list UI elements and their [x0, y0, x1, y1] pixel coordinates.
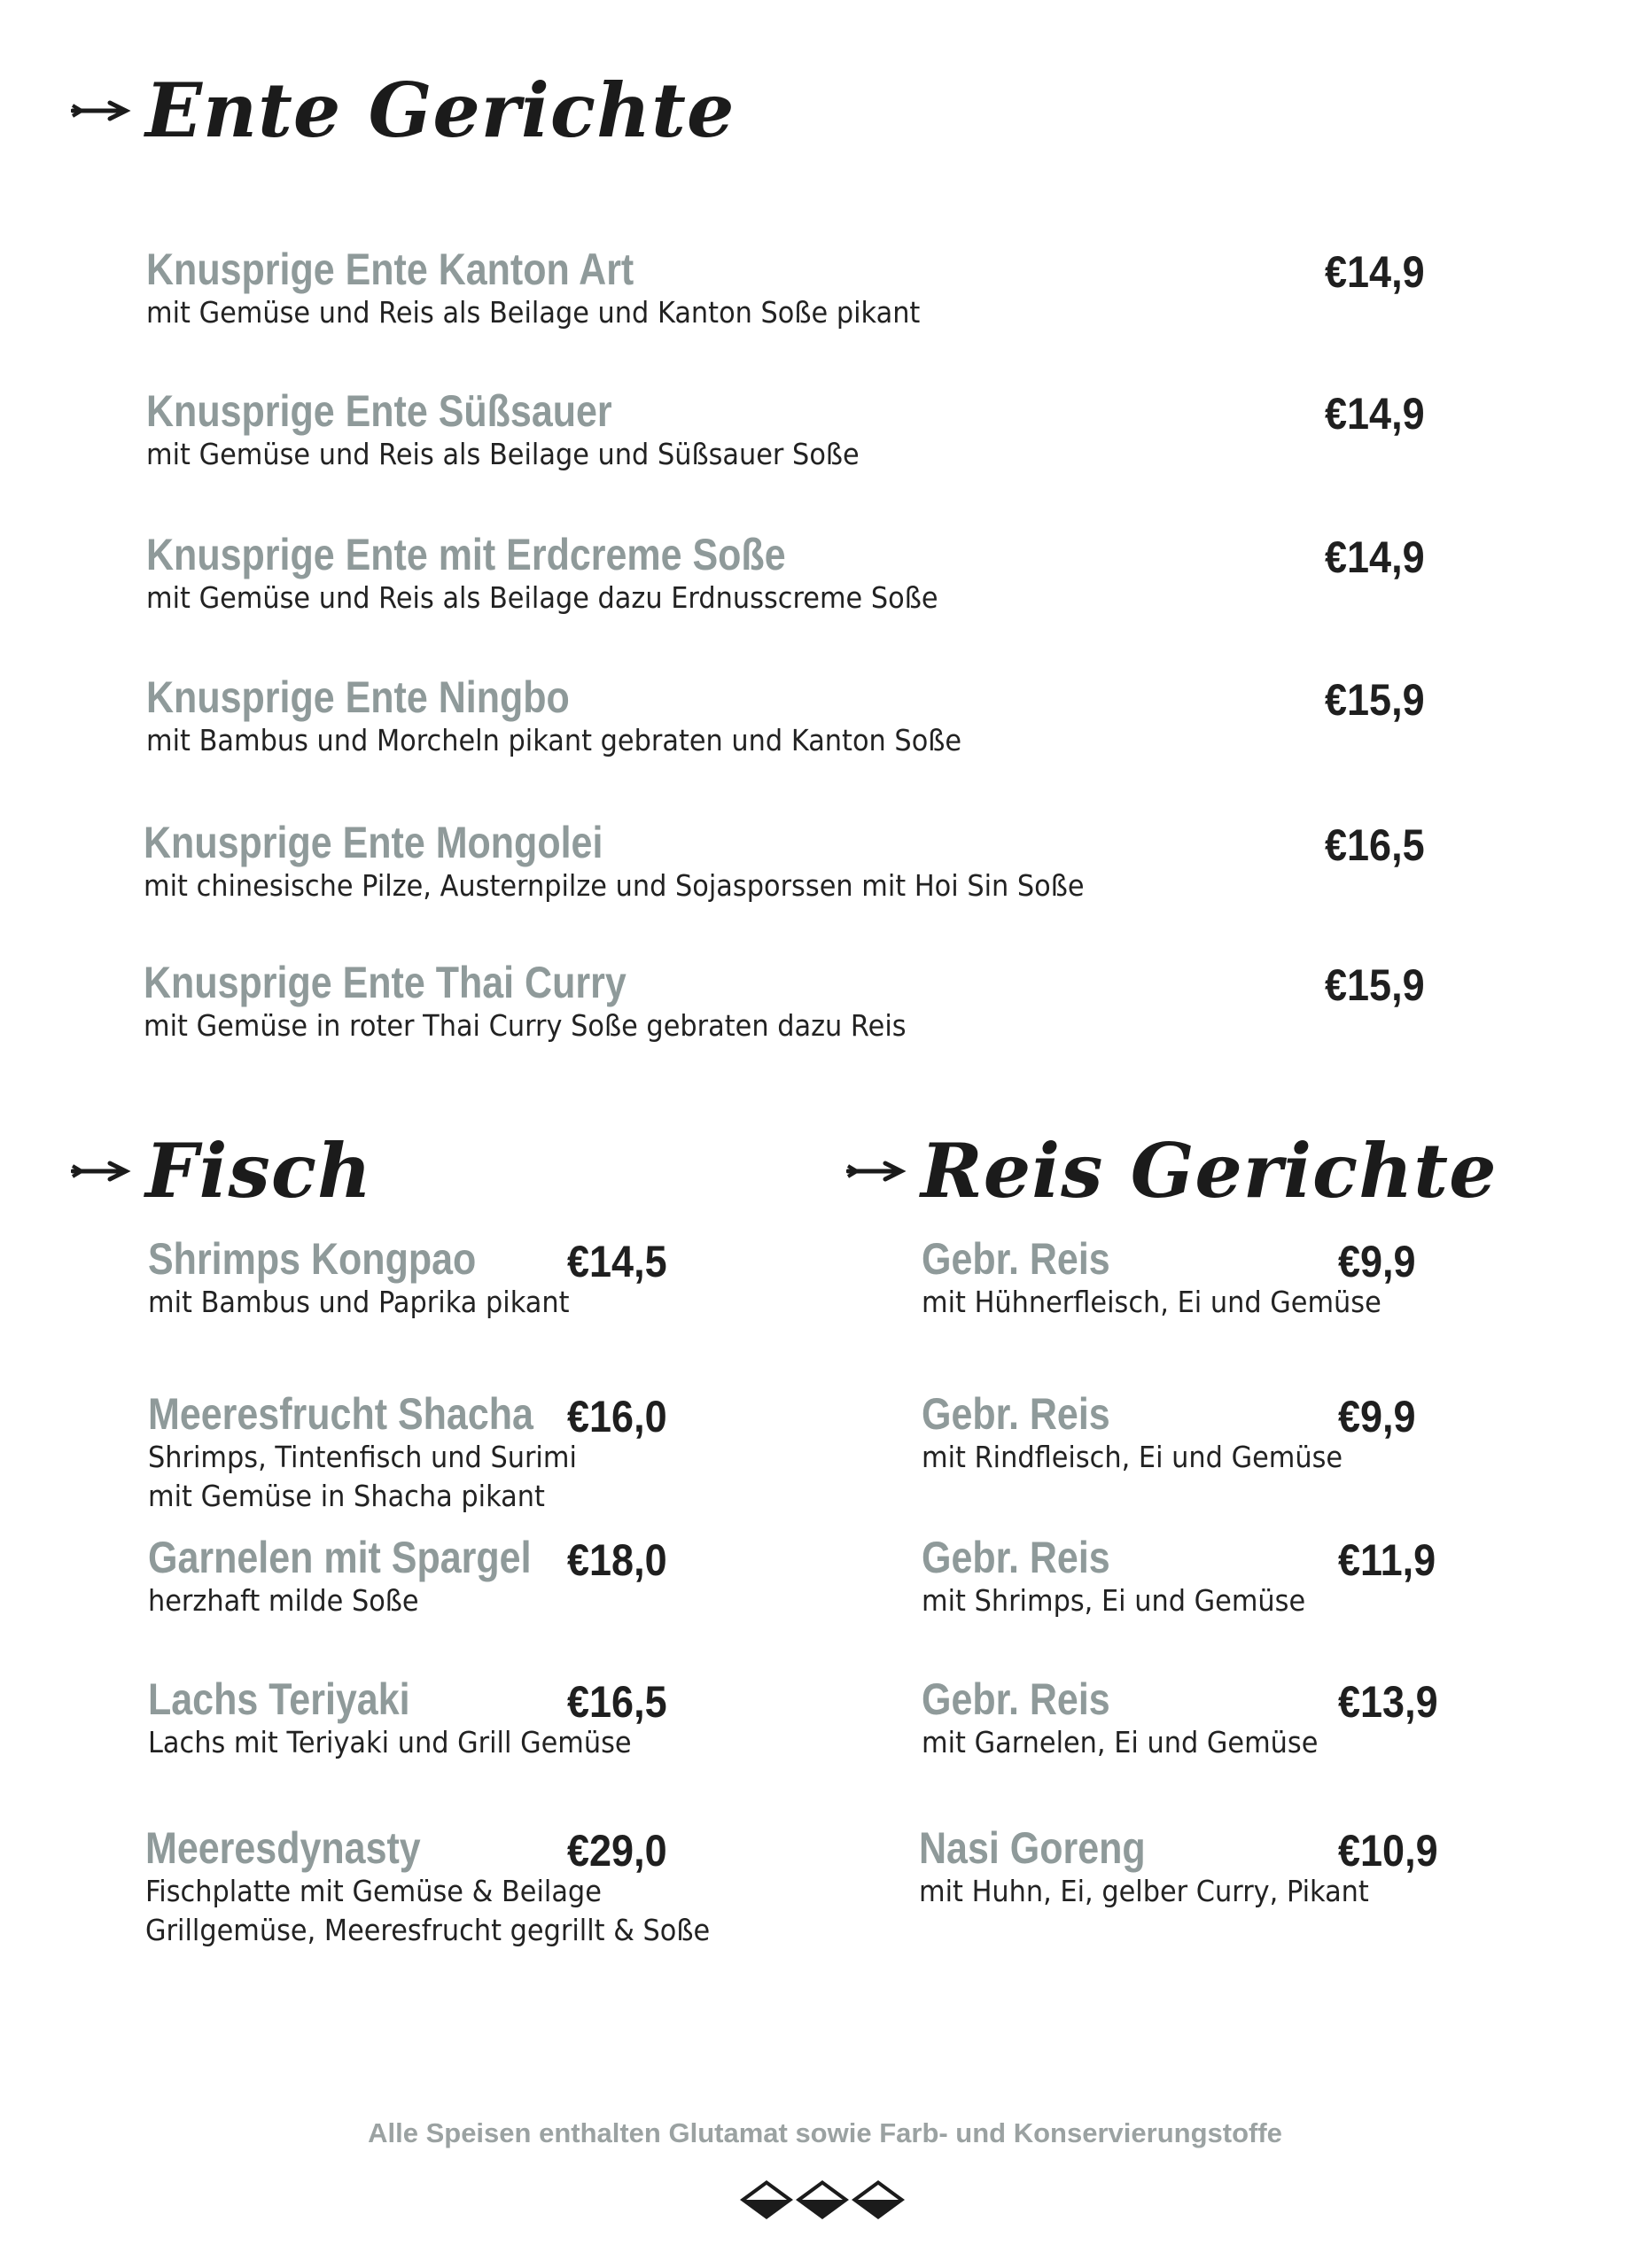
- item-price: €18,0: [567, 1535, 667, 1585]
- item-description: mit Gemüse und Reis als Beilage und Süßsauer Soße: [146, 436, 860, 471]
- reis-title: Reis Gerichte: [921, 1127, 1498, 1215]
- item-description: mit Bambus und Paprika pikant: [148, 1284, 570, 1319]
- item-name: Knusprige Ente Kanton Art: [146, 245, 634, 294]
- item-name: Shrimps Kongpao: [148, 1234, 477, 1284]
- item-description-line2: Grillgemüse, Meeresfrucht gegrillt & Soße: [145, 1913, 711, 1948]
- item-description: mit Gemüse und Reis als Beilage und Kanton Soße pikant: [146, 294, 921, 330]
- menu-item: [922, 1534, 1339, 1620]
- item-name: Meeresdynasty: [145, 1823, 421, 1873]
- item-description: mit Rindfleisch, Ei und Gemüse: [922, 1439, 1343, 1474]
- item-price: €11,9: [1338, 1535, 1436, 1585]
- item-description: mit Gemüse in roter Thai Curry Soße gebraten dazu Reis: [144, 1007, 907, 1043]
- item-description: mit Bambus und Morcheln pikant gebraten und Kanton Soße: [146, 722, 962, 757]
- item-price: €15,9: [1325, 960, 1425, 1010]
- fisch-title: Fisch: [145, 1127, 373, 1215]
- item-name: Knusprige Ente Süßsauer: [146, 386, 612, 436]
- menu-item: [146, 388, 922, 474]
- arrow-icon: [846, 1158, 908, 1184]
- diamond-ornament-icon: [735, 2175, 913, 2228]
- item-name: Lachs Teriyaki: [148, 1674, 410, 1724]
- menu-item: [919, 1825, 1408, 1911]
- item-description: mit Huhn, Ei, gelber Curry, Pikant: [919, 1873, 1369, 1908]
- item-price: €14,5: [567, 1237, 667, 1286]
- item-description: Lachs mit Teriyaki und Grill Gemüse: [148, 1724, 632, 1759]
- item-name: Knusprige Ente Ningbo: [146, 672, 570, 722]
- menu-item: [148, 1236, 606, 1322]
- item-price: €9,9: [1338, 1392, 1416, 1441]
- footer-note: Alle Speisen enthalten Glutamat sowie Farb- und Konservierungstoffe: [368, 2117, 1282, 2148]
- menu-item: [146, 532, 1007, 617]
- menu-item: [922, 1676, 1352, 1762]
- menu-item: [146, 246, 987, 332]
- item-price: €14,9: [1325, 247, 1425, 297]
- item-name: Gebr. Reis: [922, 1234, 1110, 1284]
- menu-item: [148, 1534, 594, 1620]
- item-description-line2: mit Gemüse in Shacha pikant: [148, 1479, 545, 1514]
- item-name: Gebr. Reis: [922, 1533, 1110, 1582]
- item-price: €16,5: [1325, 820, 1425, 870]
- item-name: Garnelen mit Spargel: [148, 1533, 532, 1582]
- item-description: Fischplatte mit Gemüse & Beilage: [145, 1873, 602, 1908]
- item-price: €13,9: [1338, 1677, 1438, 1727]
- item-description: Shrimps, Tintenfisch und Surimi: [148, 1439, 577, 1474]
- arrow-icon: [71, 1158, 133, 1184]
- menu-item: [144, 819, 1166, 905]
- item-price: €29,0: [567, 1826, 667, 1876]
- menu-item: [148, 1391, 614, 1517]
- item-description: mit chinesische Pilze, Austernpilze und Sojasporssen mit Hoi Sin Soße: [144, 867, 1085, 903]
- item-name: Knusprige Ente mit Erdcreme Soße: [146, 530, 786, 579]
- item-name: Gebr. Reis: [922, 1674, 1110, 1724]
- item-price: €14,9: [1325, 389, 1425, 439]
- item-description: mit Garnelen, Ei und Gemüse: [922, 1724, 1319, 1759]
- fisch-section-title: [71, 1127, 372, 1215]
- menu-item: [146, 674, 1032, 760]
- item-description: herzhaft milde Soße: [148, 1582, 419, 1618]
- ente-section-title: [71, 66, 735, 154]
- menu-item: [145, 1825, 759, 1951]
- item-name: Meeresfrucht Shacha: [148, 1389, 533, 1439]
- item-price: €10,9: [1338, 1826, 1438, 1876]
- item-price: €16,5: [567, 1677, 667, 1727]
- item-description: mit Shrimps, Ei und Gemüse: [922, 1582, 1306, 1618]
- item-price: €9,9: [1338, 1237, 1416, 1286]
- item-description: mit Hühnerfleisch, Ei und Gemüse: [922, 1284, 1381, 1319]
- item-price: €16,0: [567, 1392, 667, 1441]
- ente-title: Ente Gerichte: [145, 66, 735, 154]
- menu-item: [144, 959, 972, 1045]
- arrow-icon: [71, 97, 133, 124]
- item-description: mit Gemüse und Reis als Beilage dazu Erdnusscreme Soße: [146, 579, 938, 615]
- item-name: Knusprige Ente Thai Curry: [144, 958, 627, 1007]
- item-price: €15,9: [1325, 675, 1425, 725]
- item-name: Knusprige Ente Mongolei: [144, 818, 603, 867]
- menu-item: [922, 1391, 1379, 1477]
- reis-section-title: [846, 1127, 1498, 1215]
- item-price: €14,9: [1325, 532, 1425, 582]
- item-name: Gebr. Reis: [922, 1389, 1110, 1439]
- item-name: Nasi Goreng: [919, 1823, 1146, 1873]
